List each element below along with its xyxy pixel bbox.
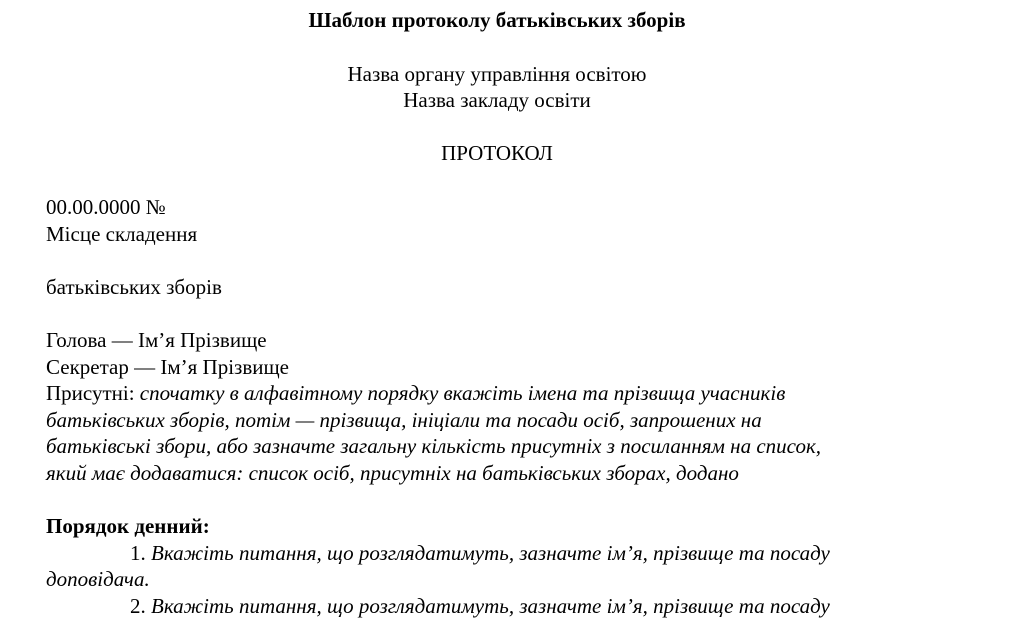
- agenda-heading: Порядок денний:: [46, 514, 210, 538]
- agenda-item-2-text: Вкажіть питання, що розглядатимуть, зазначте ім’я, прізвище та посаду: [151, 594, 830, 618]
- agenda-item-1-continuation: доповідача.: [46, 567, 150, 591]
- secretary-line: Секретар — Ім’я Прізвище: [46, 355, 289, 379]
- present-line-2: батьківських зборів, потім — прізвища, ініціали та посади осіб, запрошених на: [46, 408, 762, 432]
- present-line-3: батьківські збори, або зазначте загальну кількість присутніх з посиланням на список,: [46, 434, 822, 458]
- meeting-name: батьківських зборів: [46, 275, 222, 299]
- agenda-item-1-number: 1.: [130, 541, 151, 565]
- org-name: Назва органу управління освітою: [347, 62, 647, 86]
- agenda-item-2-number: 2.: [130, 594, 151, 618]
- institution-name: Назва закладу освіти: [403, 88, 591, 112]
- document-title: Шаблон протоколу батьківських зборів: [308, 8, 686, 32]
- chair-line: Голова — Ім’я Прізвище: [46, 328, 267, 352]
- agenda-item-2: [130, 593, 830, 619]
- present-line-1: [46, 380, 785, 406]
- agenda-item-1: [130, 540, 830, 566]
- doc-type-heading: ПРОТОКОЛ: [441, 141, 553, 165]
- present-label: Присутні:: [46, 381, 140, 405]
- present-line-4: який має додаватися: список осіб, присутніх на батьківських зборах, додано: [46, 461, 739, 485]
- agenda-item-1-text: Вкажіть питання, що розглядатимуть, зазначте ім’я, прізвище та посаду: [151, 541, 830, 565]
- date-number: 00.00.0000 №: [46, 195, 166, 219]
- present-text: спочатку в алфавітному порядку вкажіть імена та прізвища учасників: [139, 381, 786, 405]
- place: Місце складення: [46, 222, 198, 246]
